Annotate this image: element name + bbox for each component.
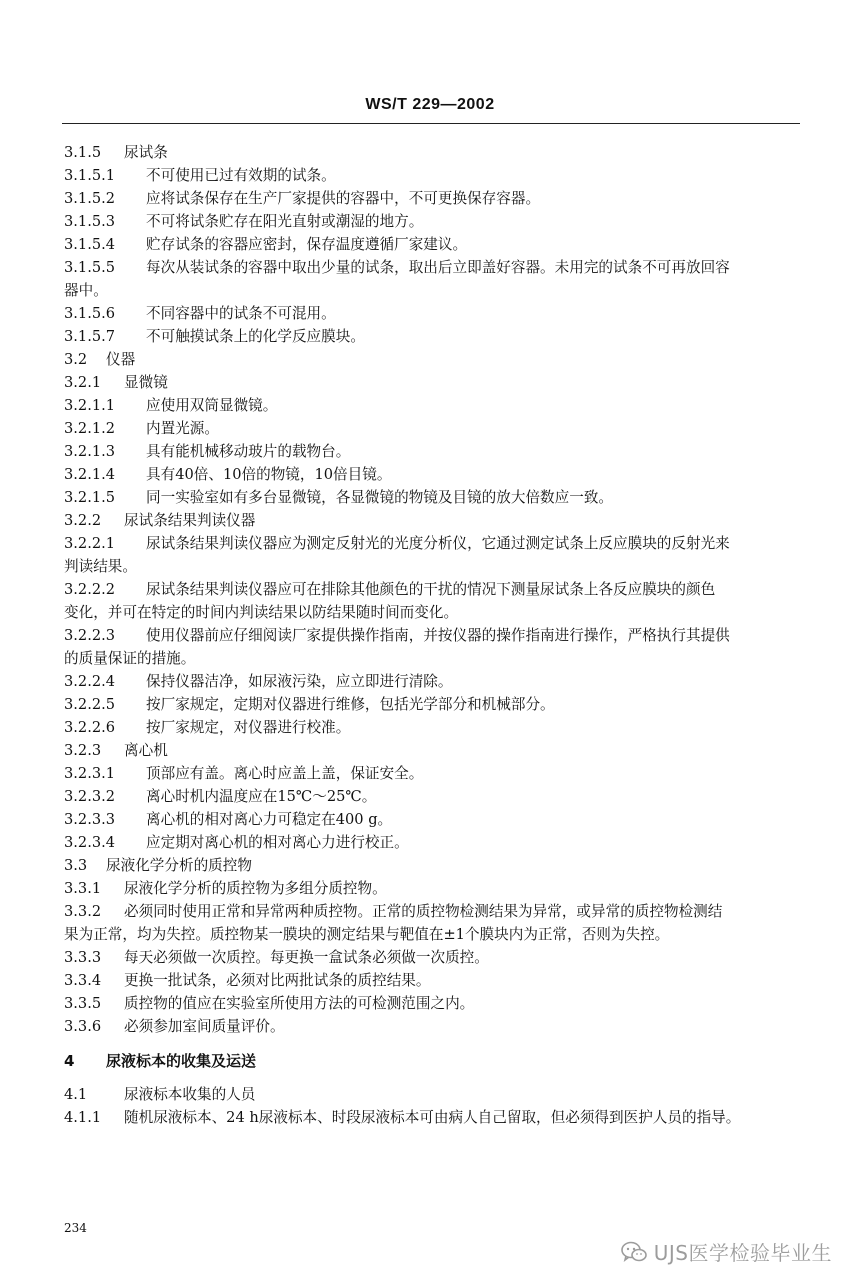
clause-text: 显微镜 (124, 374, 168, 391)
clause-number: 3.2.3.2 (64, 788, 116, 805)
header-rule (62, 123, 800, 124)
clause-number: 3.2.2.2 (64, 581, 116, 598)
clause-number: 3.2.1 (64, 374, 102, 391)
clause (64, 302, 800, 325)
clause (64, 670, 800, 693)
clause-text: 必须参加室间质量评价。 (124, 1018, 285, 1035)
watermark (620, 1237, 832, 1266)
clause-text: 贮存试条的容器应密封，保存温度遵循厂家建议。 (146, 236, 468, 253)
clause (64, 578, 800, 601)
clause-continuation: 的质量保证的措施。 (64, 650, 196, 667)
section-title: 尿液标本的收集及运送 (106, 1052, 257, 1070)
clause-text: 不可使用已过有效期的试条。 (146, 167, 336, 184)
clause-number: 3.2 (64, 351, 88, 368)
clause-text: 离心机 (124, 742, 168, 759)
clause-text: 尿试条 (124, 144, 168, 161)
clause (64, 256, 800, 279)
clause (64, 463, 800, 486)
clause (64, 440, 800, 463)
clause-text: 更换一批试条，必须对比两批试条的质控结果。 (124, 972, 431, 989)
clause (64, 509, 800, 532)
clause-number: 4.1 (64, 1086, 88, 1103)
clause-number: 3.1.5.1 (64, 167, 116, 184)
clause-text: 尿液标本收集的人员 (124, 1086, 256, 1103)
subsection-heading (64, 1083, 800, 1106)
clause (64, 969, 800, 992)
clause (64, 532, 800, 555)
watermark-text: UJS医学检验毕业生 (653, 1241, 832, 1265)
clause (64, 900, 800, 923)
clause-text: 不可将试条贮存在阳光直射或潮湿的地方。 (146, 213, 424, 230)
clause-continuation: 器中。 (64, 282, 108, 299)
clause (64, 624, 800, 647)
clause-number: 3.3.1 (64, 880, 102, 897)
clause-text: 内置光源。 (146, 420, 219, 437)
clause-text: 应定期对离心机的相对离心力进行校正。 (146, 834, 409, 851)
clause-text: 尿试条结果判读仪器应可在排除其他颜色的干扰的情况下测量尿试条上各反应膜块的颜色 (146, 581, 716, 598)
clause-continuation: 判读结果。 (64, 558, 137, 575)
clause-number: 3.2.1.3 (64, 443, 116, 460)
clause-number: 3.1.5.3 (64, 213, 116, 230)
clause-text: 必须同时使用正常和异常两种质控物。正常的质控物检测结果为异常，或异常的质控物检测结 (124, 903, 723, 920)
clause-number: 4.1.1 (64, 1109, 102, 1126)
clause-text: 质控物的值应在实验室所使用方法的可检测范围之内。 (124, 995, 475, 1012)
clause-text: 应将试条保存在生产厂家提供的容器中，不可更换保存容器。 (146, 190, 541, 207)
clause (64, 831, 800, 854)
clause-text: 尿液化学分析的质控物为多组分质控物。 (124, 880, 387, 897)
clause-number: 3.2.1.5 (64, 489, 116, 506)
clause-text: 尿液化学分析的质控物 (106, 857, 252, 874)
clause-number: 3.2.2.5 (64, 696, 116, 713)
clause (64, 1015, 800, 1038)
clause (64, 1106, 800, 1129)
clause-number: 3.1.5.5 (64, 259, 116, 276)
clause (64, 785, 800, 808)
clause-text: 顶部应有盖。离心时应盖上盖，保证安全。 (146, 765, 424, 782)
clause (64, 946, 800, 969)
clause (64, 486, 800, 509)
clause (64, 716, 800, 739)
clause (64, 325, 800, 348)
clause-number: 3.2.2.6 (64, 719, 116, 736)
clause (64, 854, 800, 877)
clause-number: 3.2.2.1 (64, 535, 116, 552)
clause-text: 仪器 (106, 351, 136, 368)
clause-text: 同一实验室如有多台显微镜，各显微镜的物镜及目镜的放大倍数应一致。 (146, 489, 614, 506)
section-heading (64, 1050, 800, 1073)
clause (64, 762, 800, 785)
clause-list (64, 141, 800, 1038)
clause (64, 141, 800, 164)
clause-number: 3.3.3 (64, 949, 102, 966)
clause-number: 3.2.2.4 (64, 673, 116, 690)
clause-number: 3.2.3 (64, 742, 102, 759)
page-number: 234 (64, 1221, 87, 1235)
clause (64, 877, 800, 900)
wechat-icon (620, 1240, 648, 1264)
clause-text: 不可触摸试条上的化学反应膜块。 (146, 328, 365, 345)
clause-continuation: 果为正常，均为失控。质控物某一膜块的测定结果与靶值在±1个膜块内为正常，否则为失控。 (64, 926, 670, 943)
clause-text: 保持仪器洁净，如尿液污染，应立即进行清除。 (146, 673, 453, 690)
clause (64, 992, 800, 1015)
standard-header: WS/T 229—2002 (365, 96, 495, 113)
clause-number: 3.2.3.1 (64, 765, 116, 782)
clause-text: 具有能机械移动玻片的载物台。 (146, 443, 351, 460)
clause-number: 3.2.1.1 (64, 397, 116, 414)
clause-text: 尿试条结果判读仪器应为测定反射光的光度分析仪，它通过测定试条上反应膜块的反射光来 (146, 535, 730, 552)
clause (64, 739, 800, 762)
clause (64, 187, 800, 210)
clause (64, 164, 800, 187)
clause-number: 3.1.5.2 (64, 190, 116, 207)
clause (64, 371, 800, 394)
clause-text: 每天必须做一次质控。每更换一盒试条必须做一次质控。 (124, 949, 489, 966)
clause-text: 具有40倍、10倍的物镜，10倍目镜。 (146, 466, 392, 483)
clause (64, 210, 800, 233)
clause-number: 3.1.5.4 (64, 236, 116, 253)
clause-number: 3.2.3.4 (64, 834, 116, 851)
clause-number: 3.3.6 (64, 1018, 102, 1035)
clause-number: 3.3.5 (64, 995, 102, 1012)
clause-text: 使用仪器前应仔细阅读厂家提供操作指南，并按仪器的操作指南进行操作，严格执行其提供 (146, 627, 730, 644)
clause-text: 应使用双筒显微镜。 (146, 397, 278, 414)
clause (64, 233, 800, 256)
clause-text: 按厂家规定，对仪器进行校准。 (146, 719, 351, 736)
clause-number: 3.3.4 (64, 972, 102, 989)
document-body (64, 141, 800, 1129)
section-number: 4 (64, 1052, 75, 1070)
clause-text: 不同容器中的试条不可混用。 (146, 305, 336, 322)
clause-number: 3.3 (64, 857, 88, 874)
clause-text: 离心机的相对离心力可稳定在400 g。 (146, 811, 393, 828)
clause-number: 3.3.2 (64, 903, 102, 920)
clause-number: 3.2.1.2 (64, 420, 116, 437)
clause-text: 每次从装试条的容器中取出少量的试条，取出后立即盖好容器。未用完的试条不可再放回容 (146, 259, 730, 276)
clause-text: 随机尿液标本、24 h尿液标本、时段尿液标本可由病人自己留取，但必须得到医护人员的指导。 (124, 1109, 741, 1126)
clause-number: 3.2.2.3 (64, 627, 116, 644)
clause-text: 离心时机内温度应在15℃～25℃。 (146, 788, 377, 805)
clause-number: 3.1.5.6 (64, 305, 116, 322)
clause-number: 3.2.1.4 (64, 466, 116, 483)
clause-number: 3.2.3.3 (64, 811, 116, 828)
clause (64, 348, 800, 371)
clause-continuation: 变化，并可在特定的时间内判读结果以防结果随时间而变化。 (64, 604, 459, 621)
clause-number: 3.2.2 (64, 512, 102, 529)
clause (64, 808, 800, 831)
clause-text: 按厂家规定，定期对仪器进行维修，包括光学部分和机械部分。 (146, 696, 555, 713)
clause-number: 3.1.5 (64, 144, 102, 161)
clause-text: 尿试条结果判读仪器 (124, 512, 256, 529)
clause (64, 394, 800, 417)
clause-number: 3.1.5.7 (64, 328, 116, 345)
clause (64, 693, 800, 716)
clause (64, 417, 800, 440)
